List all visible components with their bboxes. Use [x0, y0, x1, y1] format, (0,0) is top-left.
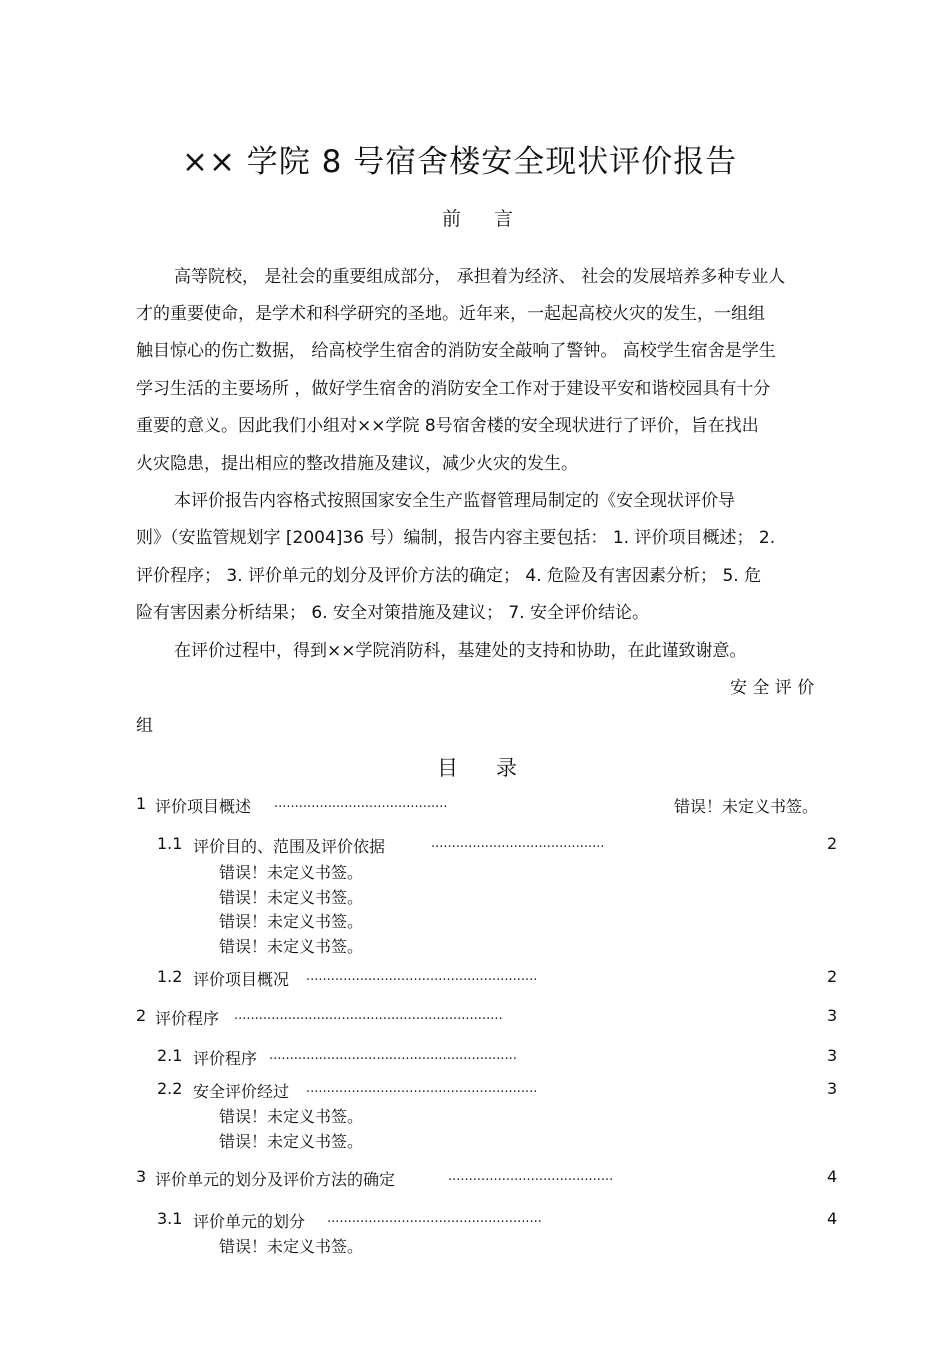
toc-entry-number[interactable]: 2.1 [157, 1046, 183, 1065]
preface-para1-line: 重要的意义。因此我们小组对××学院 8号宿舍楼的安全现状进行了评价，旨在找出 [136, 416, 759, 436]
preface-heading-char-2: 言 [494, 208, 514, 230]
toc-leader-dots: ........................................................ [306, 969, 538, 984]
toc-error-text: 错误！未定义书签。 [219, 888, 364, 907]
toc-entry-number[interactable]: 1.2 [157, 967, 183, 986]
toc-entry-page[interactable]: 4 [827, 1167, 838, 1186]
signature-line-2: 组 [136, 716, 153, 736]
preface-heading-char-1: 前 [442, 208, 462, 230]
preface-para2-line: 险有害因素分析结果； 6. 安全对策措施及建议； 7. 安全评价结论。 [136, 603, 650, 623]
toc-entry-number[interactable]: 1.1 [157, 834, 183, 853]
toc-entry-label[interactable]: 评价程序 [155, 1009, 220, 1028]
toc-entry-label[interactable]: 评价单元的划分及评价方法的确定 [155, 1170, 396, 1189]
toc-entry-number[interactable]: 3.1 [157, 1209, 183, 1228]
preface-para2-line: 评价程序； 3. 评价单元的划分及评价方法的确定； 4. 危险及有害因素分析； 5. 危 [136, 566, 762, 586]
toc-entry-label[interactable]: 评价单元的划分 [193, 1212, 306, 1231]
preface-para2-line: 本评价报告内容格式按照国家安全生产监督管理局制定的《安全现状评价导 [174, 491, 735, 511]
toc-leader-dots: .......................................... [431, 836, 605, 851]
toc-entry-label[interactable]: 评价项目概述 [155, 797, 252, 816]
signature-line-1: 安 全 评 价 [730, 678, 815, 698]
toc-error-text: 错误！未定义书签。 [219, 912, 364, 931]
toc-entry-page[interactable]: 2 [827, 834, 838, 853]
preface-para1-line: 才的重要使命，是学术和科学研究的圣地。近年来，一起起高校火灾的发生，一组组 [136, 304, 765, 324]
preface-para3: 在评价过程中，得到××学院消防科，基建处的支持和协助，在此谨致谢意。 [174, 641, 747, 661]
preface-para1-line: 高等院校， 是社会的重要组成部分， 承担着为经济、 社会的发展培养多种专业人 [174, 267, 786, 287]
toc-entry-page[interactable]: 3 [827, 1006, 838, 1025]
toc-error-text: 错误！未定义书签。 [219, 1107, 364, 1126]
toc-entry-page[interactable]: 4 [827, 1209, 838, 1228]
toc-leader-dots: ............................................................ [269, 1048, 517, 1063]
toc-entry-label[interactable]: 评价程序 [193, 1049, 258, 1068]
toc-error-text: 错误！未定义书签。 [219, 1132, 364, 1151]
toc-entry-page[interactable]: 错误！未定义书签。 [674, 797, 819, 816]
toc-heading-char-2: 录 [496, 756, 517, 780]
toc-error-text: 错误！未定义书签。 [219, 863, 364, 882]
toc-entry-label[interactable]: 评价项目概况 [193, 970, 290, 989]
toc-leader-dots: .................................................... [327, 1211, 542, 1226]
toc-entry-number[interactable]: 2.2 [157, 1079, 183, 1098]
preface-para2-line: 则》（安监管规划字 [2004]36 号）编制，报告内容主要包括： 1. 评价项目概述； 2. [136, 528, 776, 548]
toc-entry-page[interactable]: 3 [827, 1046, 838, 1065]
toc-leader-dots: .......................................... [274, 796, 448, 811]
preface-para1-line: 触目惊心的伤亡数据， 给高校学生宿舍的消防安全敲响了警钟。 高校学生宿舍是学生 [136, 341, 776, 361]
toc-entry-number[interactable]: 1 [136, 794, 147, 813]
toc-entry-number[interactable]: 2 [136, 1006, 147, 1025]
toc-entry-label[interactable]: 安全评价经过 [193, 1082, 290, 1101]
toc-heading-char-1: 目 [437, 756, 458, 780]
toc-entry-label[interactable]: 评价目的、范围及评价依据 [193, 837, 386, 856]
toc-error-text: 错误！未定义书签。 [219, 1237, 364, 1256]
toc-leader-dots: ........................................ [448, 1169, 614, 1184]
document-title: ×× 学院 8 号宿舍楼安全现状评价报告 [182, 144, 738, 180]
toc-entry-page[interactable]: 3 [827, 1079, 838, 1098]
toc-error-text: 错误！未定义书签。 [219, 937, 364, 956]
toc-entry-page[interactable]: 2 [827, 967, 838, 986]
toc-leader-dots: ................................................................. [234, 1008, 503, 1023]
preface-para1-line: 学习生活的主要场所 ，做好学生宿舍的消防安全工作对于建设平安和谐校园具有十分 [136, 379, 771, 399]
toc-leader-dots: ........................................................ [306, 1081, 538, 1096]
toc-entry-number[interactable]: 3 [136, 1167, 147, 1186]
preface-para1-line: 火灾隐患，提出相应的整改措施及建议，减少火灾的发生。 [136, 454, 578, 474]
